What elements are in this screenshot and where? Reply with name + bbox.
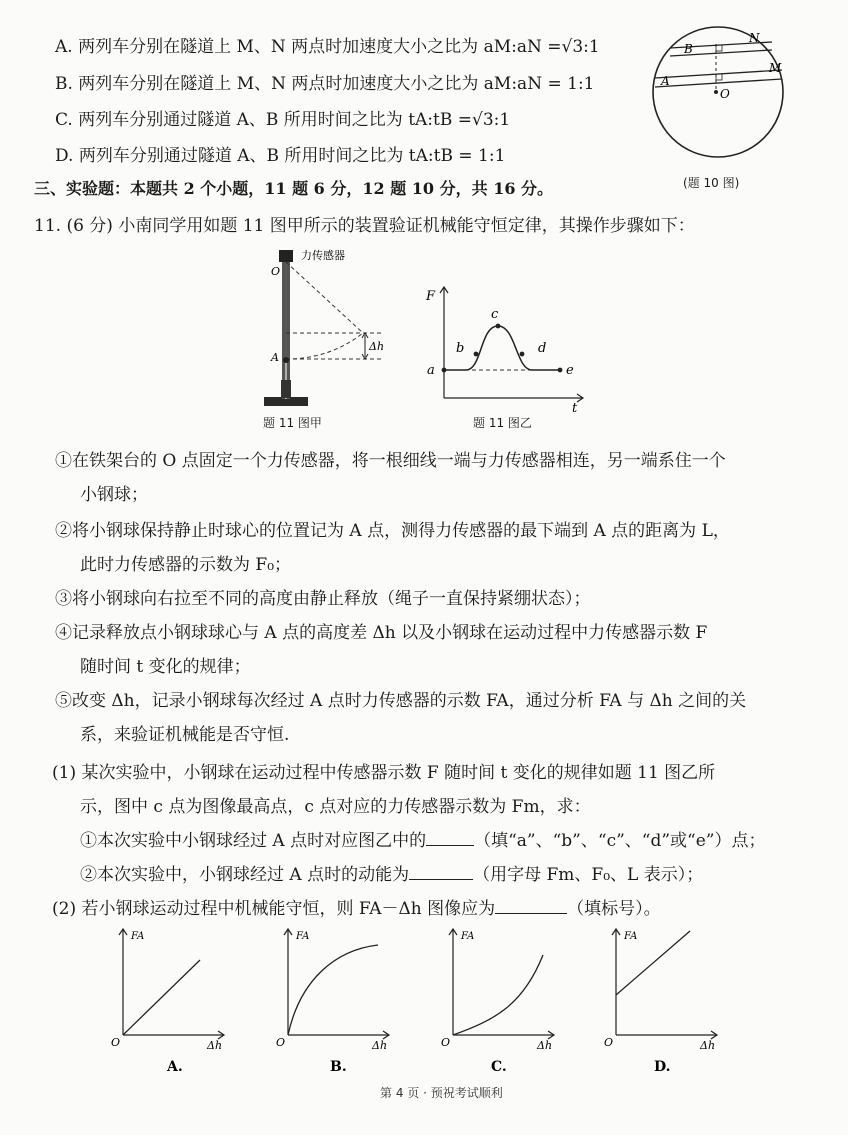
figure-11b-caption: 题 11 图乙 (473, 416, 532, 430)
step-2-line2: 此时力传感器的示数为 F₀； (80, 555, 292, 575)
page-footer: 第 4 页 · 预祝考试顺利 (380, 1086, 503, 1100)
sub2 (52, 894, 661, 919)
step-2-line1: ②将小钢球保持静止时球心的位置记为 A 点，测得力传感器的最下端到 A 点的距离为 L， (55, 521, 730, 541)
sub1-line1: (1) 某次实验中，小钢球在运动过程中传感器示数 F 随时间 t 变化的规律如题 11 图乙所 (52, 763, 716, 783)
fig10-label-m: M (769, 61, 782, 75)
fig11b-label-f: F (426, 289, 436, 304)
graph-option-d (598, 925, 723, 1079)
step-1-line1: ①在铁架台的 O 点固定一个力传感器，将一根细线一端与力传感器相连，另一端系住一个 (55, 451, 726, 471)
graph-b-ylabel: FA (296, 931, 310, 942)
fig11a-label-o: O (271, 265, 281, 278)
option-c: C. 两列车分别通过隧道 A、B 所用时间之比为 tA:tB =√3:1 (55, 110, 511, 130)
fig10-label-b: B (684, 42, 693, 56)
fig10-label-o: O (720, 87, 730, 101)
graph-d-letter: D. (654, 1059, 671, 1075)
sub1-part-ii (80, 860, 703, 885)
graph-c-letter: C. (491, 1059, 507, 1075)
step-4-line2: 随时间 t 变化的规律； (80, 657, 251, 677)
sub1-part-ii-text: ②本次实验中，小钢球经过 A 点时的动能为 (80, 865, 410, 885)
step-5-line2: 系，来验证机械能是否守恒. (80, 725, 290, 745)
graph-b-letter: B. (330, 1059, 347, 1075)
fig11b-point-a: a (427, 363, 435, 378)
fig10-label-a: A (661, 74, 670, 88)
figure-11a-caption: 题 11 图甲 (263, 416, 322, 430)
answer-blank-2[interactable] (409, 879, 473, 880)
graph-a-xlabel: Δh (207, 1039, 223, 1052)
graph-c-origin: O (441, 1036, 451, 1049)
graph-option-c (435, 925, 560, 1079)
answer-blank-3[interactable] (495, 913, 567, 914)
option-a: A. 两列车分别在隧道上 M、N 两点时加速度大小之比为 aM:aN =√3:1 (55, 37, 600, 57)
q11-stem: 11. (6 分) 小南同学用如题 11 图甲所示的装置验证机械能守恒定律，其操作步骤如下： (34, 216, 695, 236)
sub1-part-i (80, 826, 765, 851)
section-3-heading: 三、实验题：本题共 2 个小题，11 题 6 分，12 题 10 分，共 16 分。 (34, 179, 554, 198)
graph-option-b (270, 925, 395, 1079)
sub2-text: (2) 若小钢球运动过程中机械能守恒，则 FA－Δh 图像应为 (52, 899, 496, 919)
figure-11-force-time-graph (420, 282, 590, 417)
answer-blank-1[interactable] (426, 845, 474, 846)
fig11b-point-e: e (566, 363, 574, 378)
figure-11-apparatus (255, 245, 405, 410)
sub2-hint: （填标号）。 (567, 899, 661, 919)
step-3: ③将小钢球向右拉至不同的高度由静止释放（绳子一直保持紧绷状态）； (55, 589, 591, 609)
graph-c-xlabel: Δh (537, 1039, 553, 1052)
fig11b-label-t: t (572, 401, 578, 416)
fig11b-point-c: c (491, 307, 499, 322)
graph-a-origin: O (111, 1036, 121, 1049)
sub1-part-i-text: ①本次实验中小钢球经过 A 点时对应图乙中的 (80, 831, 427, 851)
sub1-line2: 示，图中 c 点为图像最高点，c 点对应的力传感器示数为 Fm，求： (80, 797, 591, 817)
graph-b-xlabel: Δh (372, 1039, 388, 1052)
graph-b-origin: O (276, 1036, 286, 1049)
figure-10-caption: (题 10 图) (683, 176, 740, 190)
graph-d-ylabel: FA (624, 931, 638, 942)
sensor-label: 力传感器 (301, 249, 345, 262)
step-5-line1: ⑤改变 Δh，记录小钢球每次经过 A 点时力传感器的示数 FA，通过分析 FA 与 Δh 之间的关 (55, 691, 747, 711)
fig11a-label-dh: Δh (369, 340, 385, 353)
graph-a-ylabel: FA (131, 931, 145, 942)
fig11a-label-a: A (271, 351, 279, 364)
sub1-part-i-hint: （填“a”、“b”、“c”、“d”或“e”）点； (474, 831, 766, 851)
graph-a-letter: A. (167, 1059, 183, 1075)
fig10-label-n: N (749, 31, 760, 45)
option-b: B. 两列车分别在隧道上 M、N 两点时加速度大小之比为 aM:aN = 1:1 (55, 74, 595, 94)
fig11b-point-d: d (538, 341, 547, 356)
option-d: D. 两列车分别通过隧道 A、B 所用时间之比为 tA:tB = 1:1 (55, 146, 506, 166)
figure-10-circle (648, 20, 788, 170)
fig11b-point-b: b (456, 341, 465, 356)
step-1-line2: 小钢球； (80, 485, 148, 505)
graph-d-xlabel: Δh (700, 1039, 716, 1052)
graph-d-origin: O (604, 1036, 614, 1049)
graph-option-a (105, 925, 230, 1079)
graph-c-ylabel: FA (461, 931, 475, 942)
sub1-part-ii-hint: （用字母 Fm、F₀、L 表示）； (473, 865, 704, 885)
step-4-line1: ④记录释放点小钢球球心与 A 点的高度差 Δh 以及小钢球在运动过程中力传感器示数 F (55, 623, 708, 643)
